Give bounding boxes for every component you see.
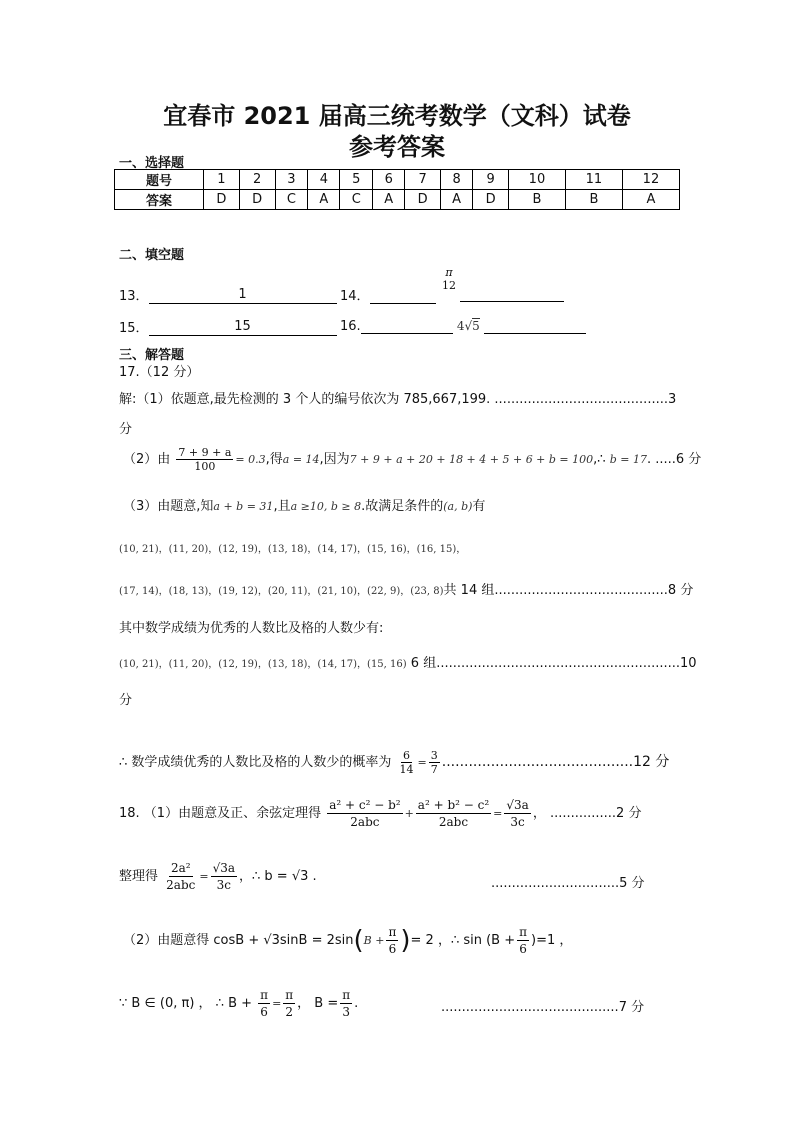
fraction: $\frac{\pi}{6}$	[260, 988, 269, 1019]
table-cell: 9	[473, 170, 509, 190]
q18-part2b-tail: ...........................................7 分	[441, 1000, 645, 1015]
table-cell: B	[508, 190, 565, 210]
table-cell: 12	[622, 170, 679, 190]
q13-answer: 1	[149, 287, 337, 304]
table-cell: A	[622, 190, 679, 210]
table-cell: 7	[405, 170, 441, 190]
q17-list1: (10, 21)，(11, 20)，(12, 19)，(13, 18)，(14, 17)，(15, 16)，(16, 15)，	[119, 544, 467, 555]
table-row-label: 答案	[115, 190, 204, 210]
fraction: $\frac{\pi}{2}$	[285, 988, 294, 1019]
q18-part2: （2）由题意得 cosB + √3sinB = 2sin(B + $\frac{\pi}{6}$ )= 2 ，∴ sin (B + $\frac{\pi}{6}$ )=1 ，	[123, 925, 573, 956]
table-cell: 4	[308, 170, 340, 190]
q17-part5: ∴ 数学成绩优秀的人数比及格的人数少的概率为 $\frac{6}{14}$ = $\frac{3}{7}$ ...........................................12 分	[119, 749, 670, 776]
fraction: $\frac{\text{2a²}}{\text{2abc}}$	[166, 861, 196, 892]
table-cell: 3	[275, 170, 308, 190]
q14-answer-fraction	[438, 266, 460, 292]
table-cell: 2	[239, 170, 275, 190]
table-cell: 8	[441, 170, 473, 190]
q13-label: 13．	[119, 289, 149, 304]
q16-answer: 4√5	[456, 319, 480, 333]
fill-q14	[340, 285, 436, 304]
fraction: $\frac{\pi}{6}$	[519, 925, 528, 956]
answer-table	[114, 169, 680, 210]
page-subtitle: 参考答案	[349, 133, 445, 161]
q18-part1b: 整理得 $\frac{\text{2a²}}{\text{2abc}}$ = $\frac{√3a}{3c}$ ，∴ b = √3 .	[119, 861, 317, 892]
q14-blank-left	[370, 287, 436, 304]
q17-part4: 其中数学成绩为优秀的人数比及格的人数少有:	[119, 621, 384, 636]
table-row	[115, 170, 680, 190]
fraction: π 12	[442, 266, 456, 292]
table-cell: 11	[565, 170, 622, 190]
fraction: $\frac{\pi}{3}$	[342, 988, 351, 1019]
fill-q16	[340, 317, 586, 334]
q18-part1: 18. （1）由题意及正、余弦定理得 $\frac{\text{a² + c² − b²}}{\text{2abc}}$ + $\frac{\text{a² + b² − c²}}{\text{2abc}}$ = $\frac{√3a}{3c}$ ， ................2 分	[119, 798, 642, 829]
q18-part1b-tail: ...............................5 分	[491, 876, 645, 891]
fraction: $\frac{√3a}{3c}$	[212, 861, 236, 892]
q16-blank-right	[484, 317, 586, 334]
q16-label: 16.	[340, 319, 361, 334]
table-cell: B	[565, 190, 622, 210]
q17-part3: （3）由题意,知a + b = 31,且a ≥10, b ≥ 8.故满足条件的(a, b)有	[123, 499, 486, 514]
fraction: $\frac{7 + 9 + a}{100}$	[178, 446, 232, 473]
section-heading-solve: 三、解答题	[119, 348, 185, 363]
table-cell: D	[473, 190, 509, 210]
q15-answer: 15	[149, 319, 337, 336]
fraction: $\frac{\text{a² + b² − c²}}{\text{2abc}}$	[417, 798, 490, 829]
table-cell: A	[441, 190, 473, 210]
q17-part1-tail: 分	[119, 422, 133, 437]
table-cell: D	[239, 190, 275, 210]
q17-heading: 17.（12 分）	[119, 365, 200, 380]
fraction: $\frac{\pi}{6}$	[388, 925, 397, 956]
table-cell: 10	[508, 170, 565, 190]
q14-blank-right	[460, 285, 564, 302]
q18-part2b: ∵ B ∈ (0, π) ， ∴ B + $\frac{\pi}{6}$ = $\frac{\pi}{2}$ ， B = $\frac{\pi}{3}$ .	[119, 988, 359, 1019]
fill-q13	[119, 285, 337, 304]
q15-label: 15．	[119, 321, 149, 336]
table-cell: C	[340, 190, 373, 210]
q16-blank-left	[361, 317, 453, 334]
table-cell: 5	[340, 170, 373, 190]
table-cell: 1	[204, 170, 240, 190]
table-cell: D	[204, 190, 240, 210]
table-cell: 6	[373, 170, 405, 190]
table-cell: A	[373, 190, 405, 210]
fraction: $\frac{\text{a² + c² − b²}}{\text{2abc}}$	[329, 798, 401, 829]
q17-list3-end: 分	[119, 693, 133, 708]
section-heading-fill: 二、填空题	[119, 248, 185, 263]
fraction: $\frac{√3a}{3c}$	[506, 798, 529, 829]
q17-list2-line: (17, 14)，(18, 13)，(19, 12)，(20, 11)，(21, 10)，(22, 9)，(23, 8)共 14 组..........................................8 分	[119, 583, 694, 598]
table-row	[115, 190, 680, 210]
table-cell: D	[405, 190, 441, 210]
q17-list3-line: (10, 21)，(11, 20)，(12, 19)，(13, 18)，(14, 17)，(15, 16) 6 组...........................................................10	[119, 656, 697, 671]
section-heading-choice: 一、选择题	[119, 156, 185, 171]
q17-part1: 解:（1）依题意,最先检测的 3 个人的编号依次为 785,667,199. ..........................................3	[119, 392, 677, 407]
page-title: 宜春市 2021 届高三统考数学（文科）试卷	[163, 102, 631, 130]
q17-part2: （2）由 $\frac{7 + 9 + a}{100}$ = 0.3,得a = 14,因为7 + 9 + a + 20 + 18 + 4 + 5 + 6 + b = 100,∴ b = 17. .....6 分	[123, 446, 702, 473]
table-row-label: 题号	[115, 170, 204, 190]
fraction: $\frac{6}{14}$	[399, 749, 414, 776]
q14-label: 14．	[340, 289, 370, 304]
table-cell: C	[275, 190, 308, 210]
fill-q15	[119, 317, 337, 336]
fraction: $\frac{3}{7}$	[430, 749, 438, 776]
table-cell: A	[308, 190, 340, 210]
